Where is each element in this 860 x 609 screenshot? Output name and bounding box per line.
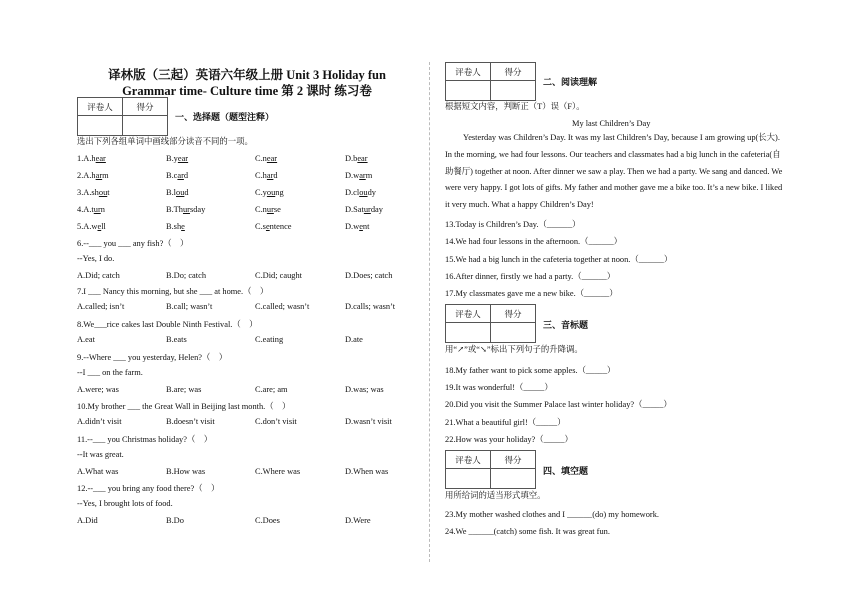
option-5-d: D.went <box>345 222 370 231</box>
q12-option-a: A.Did <box>77 516 98 525</box>
q9-reply: --I ___ on the farm. <box>77 368 143 377</box>
option-5-b: B.she <box>166 222 185 231</box>
question-23: 23.My mother washed clothes and I ______(do) my homework. <box>445 510 659 519</box>
q8-option-a: A.eat <box>77 335 95 344</box>
question-22: 22.How was your holiday?（_____） <box>445 434 573 444</box>
q11-reply: --It was great. <box>77 450 124 459</box>
q8-option-c: C.eating <box>255 335 284 344</box>
option-3-a: 3.A.shout <box>77 188 110 197</box>
question-15: 15.We had a big lunch in the cafeteria together at noon.（______） <box>445 254 673 264</box>
section1-instruction: 选出下列各组单词中画线部分读音不同的一项。 <box>77 137 253 146</box>
score-label: 得分 <box>491 63 536 81</box>
score-label: 得分 <box>123 98 168 116</box>
grader-label: 评卷人 <box>446 305 491 323</box>
score-cell <box>123 116 168 136</box>
option-1-d: D.bear <box>345 154 368 163</box>
option-1-c: C.near <box>255 154 278 163</box>
score-cell <box>491 81 536 101</box>
option-4-b: B.Thursday <box>166 205 206 214</box>
question-17: 17.My classmates gave me a new bike.（______） <box>445 289 618 299</box>
question-18: 18.My father want to pick some apples.（_____） <box>445 366 616 375</box>
question-14: 14.We had four lessons in the afternoon.（______） <box>445 237 623 247</box>
q11-stem: 11.--___ you Christmas holiday?（ ） <box>77 435 213 444</box>
grader-cell <box>446 323 491 343</box>
option-2-b: B.card <box>166 171 189 180</box>
grader-label: 评卷人 <box>446 451 491 469</box>
q10-option-c: C.don’t visit <box>255 417 297 426</box>
column-divider <box>429 62 430 562</box>
section4-instruction: 用所给词的适当形式填空。 <box>445 491 546 500</box>
q7-option-a: A.called; isn’t <box>77 302 125 311</box>
q6-option-d: D.Does; catch <box>345 271 393 280</box>
q7-option-d: D.calls; wasn’t <box>345 302 396 311</box>
q10-option-b: B.doesn’t visit <box>166 417 215 426</box>
score-label: 得分 <box>491 305 536 323</box>
page-title-line2: Grammar time- Culture time 第 2 课时 练习卷 <box>122 84 372 98</box>
passage-title: My last Children’s Day <box>572 119 651 128</box>
grader-cell <box>446 469 491 489</box>
q6-stem: 6.--___ you ___ any fish?（ ） <box>77 239 189 248</box>
q12-option-c: C.Does <box>255 516 280 525</box>
option-3-c: C.young <box>255 188 284 197</box>
q6-reply: --Yes, I do. <box>77 254 115 263</box>
q12-reply: --Yes, I brought lots of food. <box>77 499 173 508</box>
grader-table-2 <box>445 62 536 101</box>
q12-stem: 12.--___ you bring any food there?（ ） <box>77 484 220 493</box>
q9-option-b: B.are; was <box>166 385 202 394</box>
score-label: 得分 <box>491 451 536 469</box>
question-16: 16.After dinner, firstly we had a party.（______） <box>445 271 616 281</box>
option-3-b: B.loud <box>166 188 189 197</box>
grader-cell <box>78 116 123 136</box>
q6-option-a: A.Did; catch <box>77 271 120 280</box>
score-cell <box>491 323 536 343</box>
section4-heading: 四、填空题 <box>543 466 589 476</box>
option-3-d: D.cloudy <box>345 188 376 197</box>
q12-option-d: D.Were <box>345 516 371 525</box>
section2-heading: 二、阅读理解 <box>543 77 598 87</box>
option-5-a: 5.A.well <box>77 222 106 231</box>
q10-option-a: A.didn’t visit <box>77 417 122 426</box>
grader-table-1 <box>77 97 168 136</box>
q9-option-a: A.were; was <box>77 385 119 394</box>
grader-table-4 <box>445 450 536 489</box>
option-4-d: D.Saturday <box>345 205 383 214</box>
option-2-c: C.hard <box>255 171 278 180</box>
q7-option-b: B.call; wasn’t <box>166 302 213 311</box>
q9-option-c: C.are; am <box>255 385 288 394</box>
grader-cell <box>446 81 491 101</box>
q8-option-b: B.eats <box>166 335 187 344</box>
q9-stem: 9.--Where ___ you yesterday, Helen?（ ） <box>77 353 228 362</box>
option-4-c: C.nurse <box>255 205 281 214</box>
option-1-a: 1.A.hear <box>77 154 106 163</box>
section1-heading: 一、选择题（题型注释） <box>175 112 275 122</box>
page-title-line1: 译林版（三起）英语六年级上册 Unit 3 Holiday fun <box>108 68 386 82</box>
section2-instruction: 根据短文内容，判断正（T）误（F）。 <box>445 102 585 111</box>
question-24: 24.We ______(catch) some fish. It was great fun. <box>445 527 610 536</box>
q7-stem: 7.I ___ Nancy this morning, but she ___ at home.（ ） <box>77 287 269 296</box>
q11-option-a: A.What was <box>77 467 119 476</box>
question-20: 20.Did you visit the Summer Palace last winter holiday?（_____） <box>445 400 672 410</box>
q9-option-d: D.was; was <box>345 385 384 394</box>
score-cell <box>491 469 536 489</box>
q10-stem: 10.My brother ___ the Great Wall in Beijing last month.（ ） <box>77 402 291 411</box>
q6-option-b: B.Do; catch <box>166 271 207 280</box>
q11-option-d: D.When was <box>345 467 389 476</box>
q8-option-d: D.ate <box>345 335 363 344</box>
option-5-c: C.sentence <box>255 222 292 231</box>
q7-option-c: C.called; wasn’t <box>255 302 310 311</box>
q11-option-b: B.How was <box>166 467 206 476</box>
q11-option-c: C.Where was <box>255 467 301 476</box>
option-4-a: 4.A.turn <box>77 205 105 214</box>
q10-option-d: D.wasn’t visit <box>345 417 392 426</box>
grader-table-3 <box>445 304 536 343</box>
reading-passage: Yesterday was Children’s Day. It was my last Children’s Day, because I am growing up(长大). In the morning, we had four lessons. Our teachers and classmates had a big lunch in the cafeteria(自助餐厅) together at noon. After dinner we saw a play. Then we had a party. We sang and danced. We were very happy. I got lots of gifts. My father and mother gave me a bike too. It’s a new bike. I liked it very much. What a happy Children’s Day! <box>445 133 783 210</box>
question-13: 13.Today is Children’s Day.（______） <box>445 220 581 229</box>
section3-instruction: 用“↗”或“↘”标出下列句子的升降调。 <box>445 345 583 354</box>
q8-stem: 8.We___rice cakes last Double Ninth Festival.（ ） <box>77 320 258 329</box>
question-21: 21.What a beautiful girl!（_____） <box>445 417 566 427</box>
section3-heading: 三、音标题 <box>543 320 589 330</box>
q12-option-b: B.Do <box>166 516 184 525</box>
grader-label: 评卷人 <box>446 63 491 81</box>
grader-label: 评卷人 <box>78 98 123 116</box>
option-2-d: D.warm <box>345 171 373 180</box>
option-1-b: B.year <box>166 154 189 163</box>
option-2-a: 2.A.harm <box>77 171 109 180</box>
question-19: 19.It was wonderful!（_____） <box>445 383 553 393</box>
q6-option-c: C.Did; caught <box>255 271 302 280</box>
